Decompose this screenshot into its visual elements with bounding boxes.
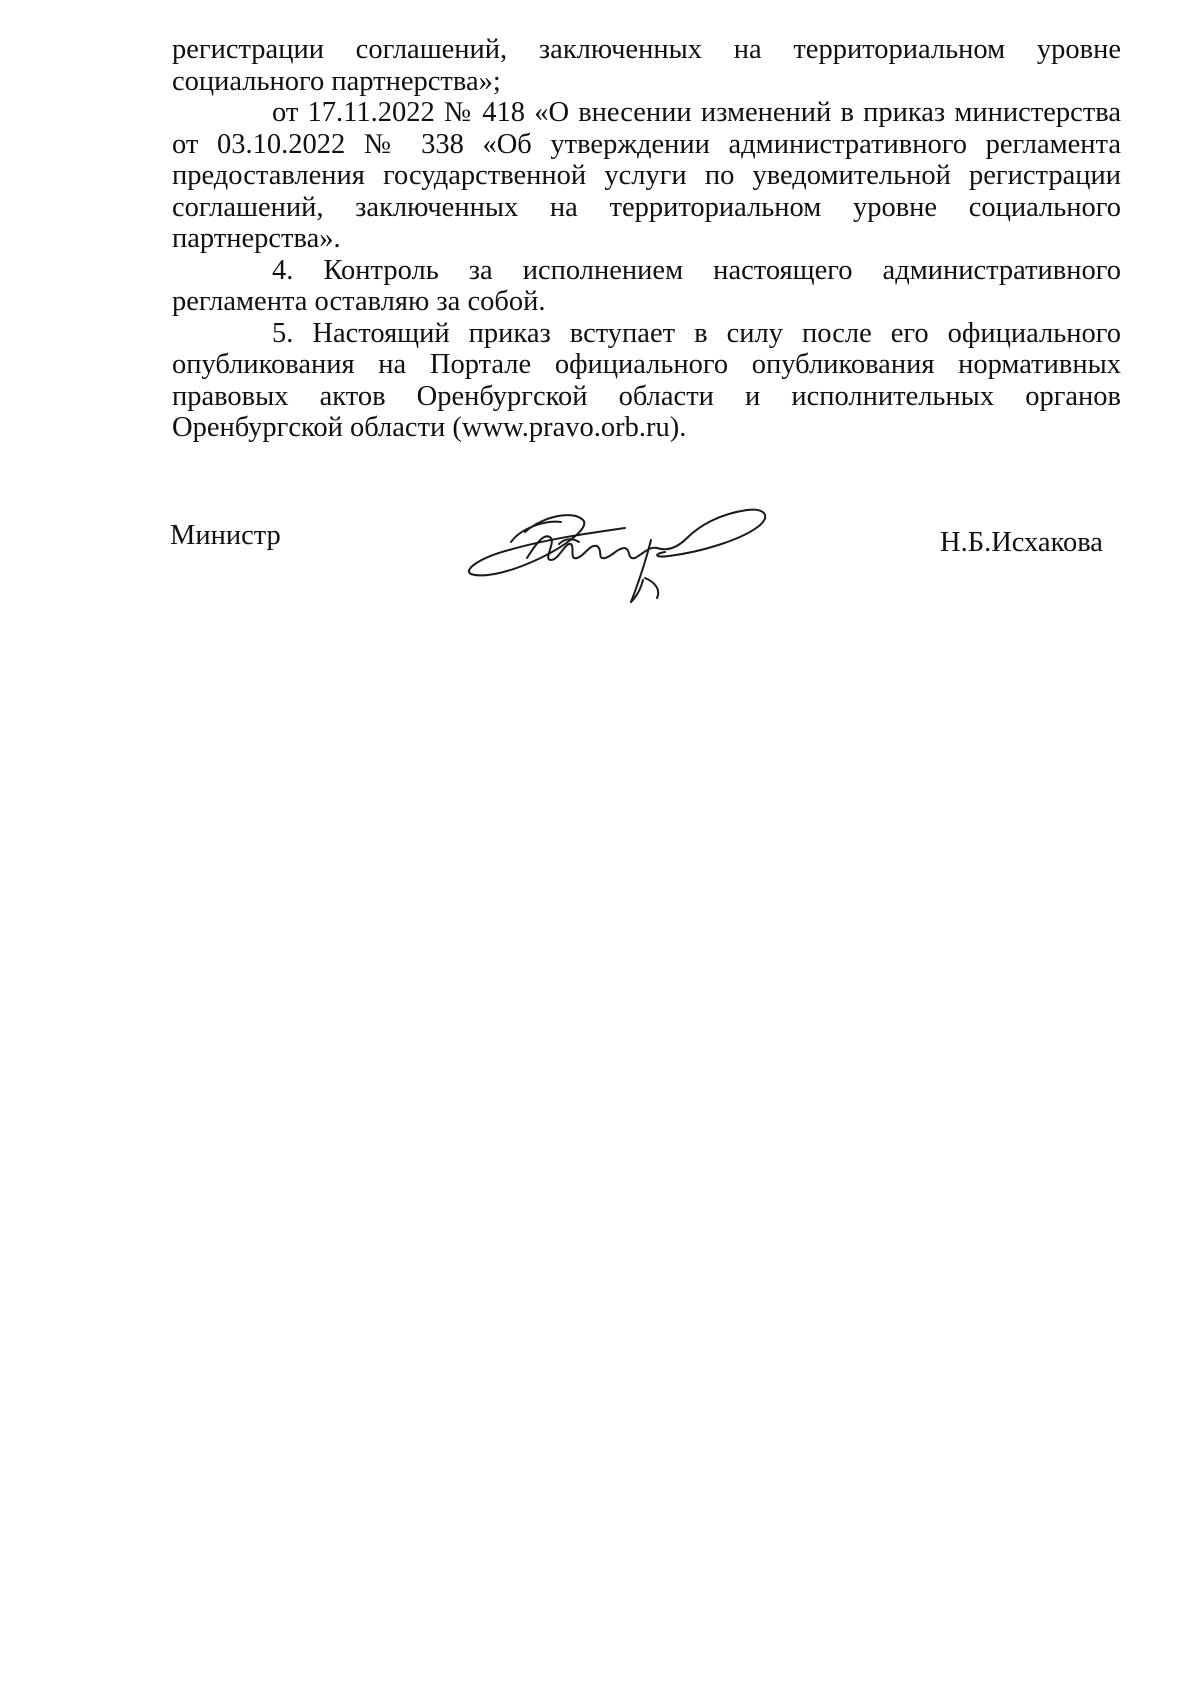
paragraph-item-4: 4. Контроль за исполнением настоящего административного регламента оставляю за собой. [172,254,1121,317]
signature-block [0,0,1200,620]
handwritten-signature [465,498,815,608]
signatory-role: Министр [170,520,281,551]
signatory-name: Н.Б.Исхакова [940,527,1103,558]
paragraph-item-5: 5. Настоящий приказ вступает в силу после его официального опубликования на Портале официального опубликования нормативных правовых актов Оренбургской области и исполнительных органов Оренбургской области (www.pravo.orb.ru). [172,317,1121,443]
paragraph-continuation: регистрации соглашений, заключенных на территориальном уровне социального партнерства»; [172,34,1121,97]
paragraph-order-418: от 17.11.2022 № 418 «О внесении изменений в приказ министерства от 03.10.2022 № 338 «Об утверждении административного регламента предоставления государственной услуги по уведомительной регистрации соглашений, заключенных на территориальном уровне социального партнерства». [172,97,1121,254]
